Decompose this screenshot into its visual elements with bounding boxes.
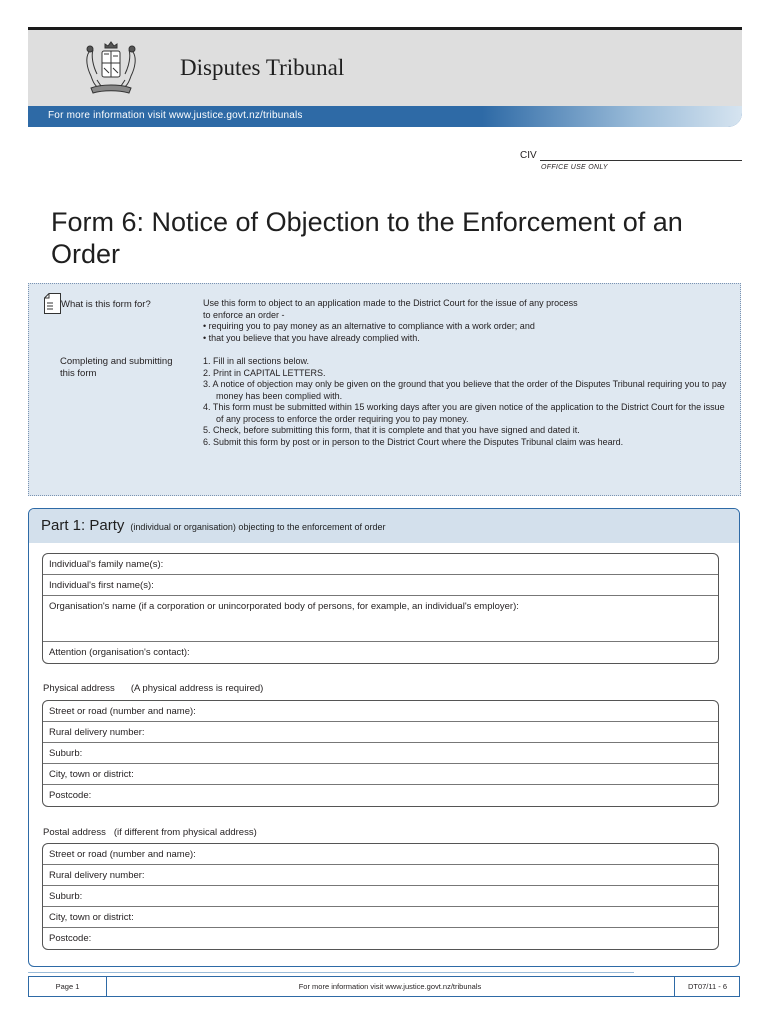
purpose-line: • that you believe that you have already complied with. <box>203 332 420 343</box>
physical-city-field[interactable]: City, town or district: <box>43 764 718 785</box>
postal-rural-delivery-field[interactable]: Rural delivery number: <box>43 865 718 886</box>
purpose-line: • requiring you to pay money as an alternative to compliance with a work order; and <box>203 321 535 331</box>
civ-label: CIV <box>520 150 537 161</box>
footer-rule <box>28 972 634 973</box>
agency-title: Disputes Tribunal <box>180 55 345 80</box>
part1-title: Part 1: Party (individual or organisation) objecting to the enforcement of order <box>41 517 386 534</box>
page-footer <box>28 976 740 997</box>
physical-address-label: Physical address (A physical address is required) <box>43 683 264 694</box>
info-bar <box>28 106 742 127</box>
coat-of-arms-icon <box>75 38 147 98</box>
instruction-step: 1. Fill in all sections below. <box>203 356 310 366</box>
party-fields <box>42 553 719 664</box>
physical-suburb-field[interactable]: Suburb: <box>43 743 718 764</box>
instruction-step: 2. Print in CAPITAL LETTERS. <box>203 367 326 378</box>
completing-label: Completing and submitting this form <box>60 356 173 379</box>
instruction-steps <box>203 356 733 448</box>
info-bar-text: For more information visit www.justice.govt.nz/tribunals <box>48 110 303 121</box>
organisation-name-field[interactable]: Organisation's name (if a corporation or unincorporated body of persons, for example, an individual's employer): <box>43 596 718 642</box>
physical-address-fields <box>42 700 719 807</box>
physical-street-field[interactable]: Street or road (number and name): <box>43 701 718 722</box>
first-name-field[interactable]: Individual's first name(s): <box>43 575 718 596</box>
physical-postcode-field[interactable]: Postcode: <box>49 790 92 801</box>
postal-address-fields <box>42 843 719 950</box>
purpose-line: to enforce an order - <box>203 309 285 320</box>
office-use-label: OFFICE USE ONLY <box>541 164 608 171</box>
what-is-this-form-label: What is this form for? <box>61 299 151 310</box>
part1-subtitle: (individual or organisation) objecting to the enforcement of order <box>130 522 386 532</box>
postal-postcode-field[interactable]: Postcode: <box>49 933 92 944</box>
instruction-step: 4. This form must be submitted within 15 working days after you are given notice of the application to the District Court for the issue of any process to enforce the order requiring you to pay money. <box>203 402 725 424</box>
document-icon <box>44 293 61 314</box>
purpose-line: Use this form to object to an application made to the District Court for the issue of any process <box>203 298 578 308</box>
instruction-step: 6. Submit this form by post or in person to the District Court where the Disputes Tribunal claim was heard. <box>203 436 624 447</box>
postal-address-label: Postal address (if different from physical address) <box>43 827 257 838</box>
attention-field[interactable]: Attention (organisation's contact): <box>49 647 190 658</box>
footer-info: For more information visit www.justice.govt.nz/tribunals <box>298 982 482 991</box>
page-number: Page 1 <box>29 977 107 996</box>
postal-street-field[interactable]: Street or road (number and name): <box>43 844 718 865</box>
part1-header <box>29 509 739 543</box>
instruction-step: 5. Check, before submitting this form, that it is complete and that you have signed and dated it. <box>203 425 580 435</box>
postal-city-field[interactable]: City, town or district: <box>43 907 718 928</box>
form-code: DT07/11 - 6 <box>674 977 740 996</box>
form-title: Form 6: Notice of Objection to the Enforcement of an Order <box>51 207 683 269</box>
civ-number-field[interactable] <box>540 160 742 161</box>
instruction-step: 3. A notice of objection may only be given on the ground that you believe that the order of the Disputes Tribunal requiring you to pay money has been complied with. <box>203 379 727 401</box>
family-name-field[interactable]: Individual's family name(s): <box>43 554 718 575</box>
postal-suburb-field[interactable]: Suburb: <box>43 886 718 907</box>
form-purpose-text <box>203 298 733 344</box>
physical-rural-delivery-field[interactable]: Rural delivery number: <box>43 722 718 743</box>
